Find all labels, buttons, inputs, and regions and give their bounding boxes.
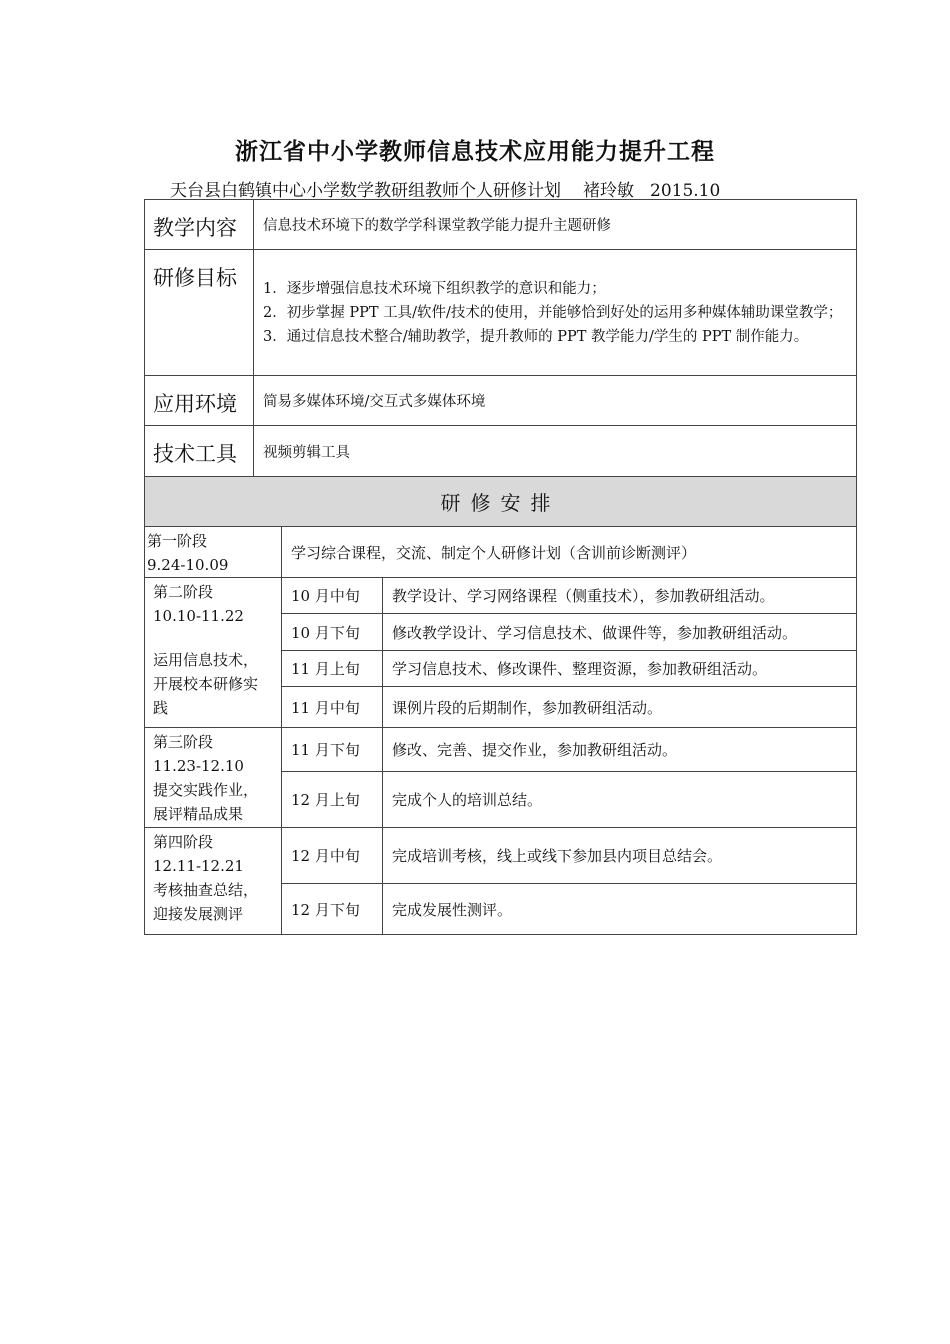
activity-cell: 完成发展性测评。 bbox=[383, 884, 857, 935]
activity-cell: 修改、完善、提交作业，参加教研组活动。 bbox=[383, 728, 857, 772]
stage3-cell bbox=[145, 728, 282, 828]
goal-item: 1．逐步增强信息技术环境下组织教学的意识和能力； bbox=[263, 280, 606, 297]
stage2-dates: 10.10-11.22 bbox=[153, 607, 244, 625]
content-row bbox=[145, 200, 857, 250]
stage3-name: 第三阶段 bbox=[153, 733, 214, 751]
goal-list bbox=[254, 250, 857, 376]
stage3-theme-line: 提交实践作业， bbox=[153, 781, 259, 799]
activity-cell: 学习信息技术、修改课件、整理资源，参加教研组活动。 bbox=[383, 651, 857, 687]
period-cell: 10 月下旬 bbox=[282, 614, 383, 651]
stage2-theme-line: 开展校本研修实 bbox=[153, 675, 259, 693]
plan-name: 天台县白鹤镇中心小学数学教研组教师个人研修计划 bbox=[170, 181, 561, 201]
schedule-table bbox=[144, 526, 857, 935]
content-value: 信息技术环境下的数学学科课堂教学能力提升主题研修 bbox=[254, 200, 857, 250]
tool-label: 技术工具 bbox=[145, 426, 254, 477]
env-value: 简易多媒体环境/交互式多媒体环境 bbox=[254, 376, 857, 426]
goal-item: 2．初步掌握 PPT 工具/软件/技术的使用，并能够恰到好处的运用多种媒体辅助课堂教学； bbox=[263, 304, 843, 321]
stage4-name: 第四阶段 bbox=[153, 833, 214, 851]
stage2-name: 第二阶段 bbox=[153, 583, 214, 601]
activity-cell: 完成个人的培训总结。 bbox=[383, 772, 857, 828]
stage4-row bbox=[145, 828, 857, 884]
info-table bbox=[144, 199, 857, 527]
stage2-row bbox=[145, 578, 857, 614]
tool-row bbox=[145, 426, 857, 477]
stage1-row bbox=[145, 527, 857, 578]
stage1-desc: 学习综合课程，交流、制定个人研修计划（含训前诊断测评） bbox=[282, 527, 857, 578]
stage2-cell bbox=[145, 578, 282, 728]
stage4-theme-line: 迎接发展测评 bbox=[153, 905, 244, 923]
goal-item: 3．通过信息技术整合/辅助教学，提升教师的 PPT 教学能力/学生的 PPT 制作能力。 bbox=[263, 328, 809, 345]
stage4-theme-line: 考核抽查总结， bbox=[153, 881, 259, 899]
period-cell: 12 月上旬 bbox=[282, 772, 383, 828]
tool-value: 视频剪辑工具 bbox=[254, 426, 857, 477]
stage4-dates: 12.11-12.21 bbox=[153, 857, 244, 875]
env-row bbox=[145, 376, 857, 426]
author-name: 褚玲敏 bbox=[583, 181, 634, 201]
stage3-row bbox=[145, 728, 857, 772]
goal-label: 研修目标 bbox=[145, 250, 254, 376]
period-cell: 11 月中旬 bbox=[282, 687, 383, 728]
content-label: 教学内容 bbox=[145, 200, 254, 250]
stage3-theme-line: 展评精品成果 bbox=[153, 805, 244, 823]
activity-cell: 修改教学设计、学习信息技术、做课件等，参加教研组活动。 bbox=[383, 614, 857, 651]
stage1-name: 第一阶段 bbox=[147, 532, 208, 550]
plan-date: 2015.10 bbox=[650, 181, 721, 201]
stage4-cell bbox=[145, 828, 282, 935]
document-title: 浙江省中小学教师信息技术应用能力提升工程 bbox=[235, 139, 715, 165]
stage1-cell bbox=[145, 527, 282, 578]
activity-cell: 教学设计、学习网络课程（侧重技术），参加教研组活动。 bbox=[383, 578, 857, 614]
schedule-heading-row bbox=[145, 477, 857, 527]
period-cell: 12 月下旬 bbox=[282, 884, 383, 935]
period-cell: 10 月中旬 bbox=[282, 578, 383, 614]
period-cell: 11 月下旬 bbox=[282, 728, 383, 772]
stage2-theme-line: 运用信息技术， bbox=[153, 651, 259, 669]
activity-cell: 完成培训考核，线上或线下参加县内项目总结会。 bbox=[383, 828, 857, 884]
document-subtitle bbox=[170, 176, 720, 201]
period-cell: 11 月上旬 bbox=[282, 651, 383, 687]
stage3-dates: 11.23-12.10 bbox=[153, 757, 244, 775]
stage1-dates: 9.24-10.09 bbox=[147, 556, 229, 574]
env-label: 应用环境 bbox=[145, 376, 254, 426]
stage2-theme-line: 践 bbox=[153, 699, 169, 717]
activity-cell: 课例片段的后期制作，参加教研组活动。 bbox=[383, 687, 857, 728]
goal-row bbox=[145, 250, 857, 376]
schedule-heading: 研修安排 bbox=[145, 477, 857, 527]
period-cell: 12 月中旬 bbox=[282, 828, 383, 884]
